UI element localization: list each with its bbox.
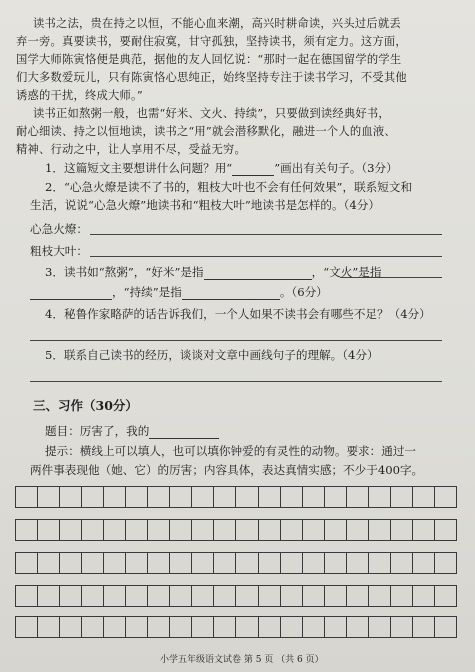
grid-cell[interactable] — [413, 519, 435, 541]
grid-cell[interactable] — [126, 552, 148, 574]
grid-cell[interactable] — [391, 552, 413, 574]
grid-cell[interactable] — [413, 616, 435, 638]
grid-cell[interactable] — [60, 486, 82, 508]
grid-cell[interactable] — [15, 552, 38, 574]
grid-cell[interactable] — [391, 616, 413, 638]
answer-line-5[interactable] — [30, 381, 442, 382]
question-4: 4．秘鲁作家略萨的话告诉我们，一个人如果不读书会有哪些不足？（4分） — [45, 307, 431, 321]
question-3-text-c: ，“持续”是指 — [112, 285, 182, 299]
question-3-text-a: 3．读书如“熬粥”，“好米”是指 — [45, 265, 204, 279]
grid-cell[interactable] — [82, 616, 104, 638]
grid-cell[interactable] — [325, 552, 347, 574]
question-3-blank-b[interactable] — [340, 277, 442, 278]
grid-cell[interactable] — [60, 585, 82, 607]
composition-title — [45, 423, 219, 439]
grid-cell[interactable] — [214, 552, 236, 574]
grid-cell[interactable] — [325, 519, 347, 541]
grid-cell[interactable] — [82, 519, 104, 541]
grid-cell[interactable] — [435, 585, 457, 607]
grid-cell[interactable] — [214, 519, 236, 541]
passage-line-1: 读书之法，贵在持之以恒，不能心血来潮，高兴时耕命读，兴头过后就丢 — [33, 17, 401, 30]
question-3-text-d: 。（6分） — [279, 285, 328, 299]
grid-cell[interactable] — [148, 616, 170, 638]
grid-cell[interactable] — [82, 585, 104, 607]
passage-line-2: 弃一旁。真要读书，要耐住寂寞，甘守孤独，坚持读书，须有定力。这方面， — [16, 35, 407, 48]
grid-cell[interactable] — [259, 519, 281, 541]
grid-cell[interactable] — [170, 519, 192, 541]
answer-line-2b[interactable] — [90, 256, 442, 257]
answer-line-4[interactable] — [30, 340, 442, 341]
grid-cell[interactable] — [347, 486, 369, 508]
question-3-blank-c[interactable] — [30, 288, 112, 300]
passage-line-4: 们大多数爱玩儿，只有陈寅恪心思纯正，始终坚持专注于读书学习，不受其他 — [16, 71, 407, 84]
grid-cell[interactable] — [126, 585, 148, 607]
question-2-line-1: 2．“心急火燎是读不了书的，粗枝大叶也不会有任何效果”，联系短文和 — [45, 180, 413, 194]
grid-cell[interactable] — [347, 585, 369, 607]
grid-cell[interactable] — [192, 616, 214, 638]
question-1-blank[interactable] — [232, 164, 274, 176]
grid-cell[interactable] — [281, 552, 303, 574]
grid-cell[interactable] — [236, 486, 258, 508]
grid-cell[interactable] — [435, 486, 457, 508]
page-footer: 小学五年级语文试卷 第 5 页 （共 6 页） — [160, 655, 324, 665]
answer-line-2a[interactable] — [90, 234, 442, 235]
grid-cell[interactable] — [435, 552, 457, 574]
grid-cell[interactable] — [391, 486, 413, 508]
grid-cell[interactable] — [170, 486, 192, 508]
grid-cell[interactable] — [104, 585, 126, 607]
grid-cell[interactable] — [38, 616, 60, 638]
grid-cell[interactable] — [435, 616, 457, 638]
grid-cell[interactable] — [259, 486, 281, 508]
grid-cell[interactable] — [192, 552, 214, 574]
grid-cell[interactable] — [391, 519, 413, 541]
grid-cell[interactable] — [104, 616, 126, 638]
question-1 — [45, 160, 398, 176]
grid-cell[interactable] — [15, 486, 38, 508]
grid-cell[interactable] — [148, 585, 170, 607]
grid-cell[interactable] — [15, 616, 38, 638]
composition-title-blank[interactable] — [149, 427, 219, 439]
grid-cell[interactable] — [325, 616, 347, 638]
question-3-line-1 — [45, 264, 381, 280]
grid-cell[interactable] — [170, 616, 192, 638]
grid-cell[interactable] — [391, 585, 413, 607]
grid-cell[interactable] — [303, 585, 325, 607]
composition-title-text: 题目：厉害了，我的 — [45, 424, 150, 438]
grid-cell[interactable] — [104, 486, 126, 508]
question-3-blank-a[interactable] — [204, 268, 312, 280]
grid-cell[interactable] — [192, 519, 214, 541]
grid-cell[interactable] — [281, 519, 303, 541]
grid-cell[interactable] — [82, 486, 104, 508]
grid-cell[interactable] — [104, 552, 126, 574]
grid-cell[interactable] — [38, 486, 60, 508]
passage-line-3: 国学大师陈寅恪便是典范，据他的友人回忆说：“那时一起在德国留学的学生 — [16, 53, 402, 66]
grid-cell[interactable] — [60, 616, 82, 638]
grid-cell[interactable] — [104, 519, 126, 541]
grid-cell[interactable] — [82, 552, 104, 574]
grid-cell[interactable] — [413, 486, 435, 508]
grid-cell[interactable] — [170, 552, 192, 574]
grid-cell[interactable] — [38, 519, 60, 541]
grid-cell[interactable] — [369, 585, 391, 607]
grid-cell[interactable] — [325, 585, 347, 607]
grid-cell[interactable] — [347, 616, 369, 638]
grid-cell[interactable] — [369, 486, 391, 508]
grid-cell[interactable] — [192, 585, 214, 607]
grid-cell[interactable] — [38, 552, 60, 574]
grid-cell[interactable] — [236, 616, 258, 638]
grid-cell[interactable] — [281, 616, 303, 638]
grid-cell[interactable] — [214, 616, 236, 638]
grid-cell[interactable] — [236, 519, 258, 541]
grid-cell[interactable] — [259, 552, 281, 574]
question-3-text-b: ，“文火”是指 — [311, 265, 382, 279]
grid-cell[interactable] — [413, 585, 435, 607]
grid-cell[interactable] — [148, 486, 170, 508]
writing-grid-row-4[interactable] — [15, 585, 457, 607]
grid-cell[interactable] — [126, 486, 148, 508]
grid-cell[interactable] — [303, 486, 325, 508]
grid-cell[interactable] — [60, 552, 82, 574]
passage-line-6: 读书正如熬粥一般，也需“好米、文火、持续”，只要做到读经典好书， — [33, 107, 390, 120]
grid-cell[interactable] — [259, 616, 281, 638]
grid-cell[interactable] — [192, 486, 214, 508]
grid-cell[interactable] — [126, 519, 148, 541]
question-2-label-a: 心急火燎： — [30, 222, 88, 236]
grid-cell[interactable] — [413, 552, 435, 574]
question-5: 5．联系自己读书的经历，谈谈对文章中画线句子的理解。（4分） — [45, 348, 379, 362]
question-2-label-b: 粗枝大叶： — [30, 244, 88, 258]
composition-hint-line-1: 提示：横线上可以填人，也可以填你钟爱的有灵性的动物。要求：通过一 — [45, 444, 417, 458]
grid-cell[interactable] — [170, 585, 192, 607]
grid-cell[interactable] — [369, 519, 391, 541]
grid-cell[interactable] — [435, 519, 457, 541]
grid-cell[interactable] — [126, 616, 148, 638]
grid-cell[interactable] — [15, 585, 38, 607]
grid-cell[interactable] — [369, 552, 391, 574]
question-2-line-2: 生活，说说“心急火燎”地读书和“粗枝大叶”地读书是怎样的。（4分） — [30, 198, 380, 212]
grid-cell[interactable] — [347, 519, 369, 541]
grid-cell[interactable] — [369, 616, 391, 638]
writing-grid-row-2[interactable] — [15, 519, 457, 541]
question-3-line-2 — [30, 284, 328, 300]
grid-cell[interactable] — [347, 552, 369, 574]
writing-grid-row-1[interactable] — [15, 486, 457, 508]
grid-cell[interactable] — [214, 486, 236, 508]
grid-cell[interactable] — [148, 519, 170, 541]
grid-cell[interactable] — [303, 519, 325, 541]
grid-cell[interactable] — [236, 585, 258, 607]
grid-cell[interactable] — [303, 552, 325, 574]
writing-grid-row-5[interactable] — [15, 616, 457, 638]
grid-cell[interactable] — [259, 585, 281, 607]
grid-cell[interactable] — [281, 486, 303, 508]
question-1-text-end: ”画出有关句子。（3分） — [274, 161, 398, 175]
passage-line-7: 耐心细读、持之以恒地读，读书之“用”就会潜移默化，融进一个人的血液、 — [16, 125, 396, 138]
question-3-blank-d[interactable] — [182, 288, 280, 300]
grid-cell[interactable] — [15, 519, 38, 541]
grid-cell[interactable] — [60, 519, 82, 541]
passage-line-8: 精神、行动之中，让人享用不尽，受益无穷。 — [16, 143, 246, 156]
section-heading: 三、习作（30分） — [33, 398, 138, 413]
grid-cell[interactable] — [325, 486, 347, 508]
grid-cell[interactable] — [214, 585, 236, 607]
grid-cell[interactable] — [281, 585, 303, 607]
question-1-text: 1．这篇短文主要想讲什么问题？用“ — [45, 161, 233, 175]
writing-grid-row-3[interactable] — [15, 552, 457, 574]
grid-cell[interactable] — [236, 552, 258, 574]
passage-line-5: 诱惑的干扰，终成大师。” — [16, 89, 143, 102]
grid-cell[interactable] — [148, 552, 170, 574]
grid-cell[interactable] — [303, 616, 325, 638]
composition-hint-line-2: 两件事表现他（她、它）的厉害；内容具体，表达真情实感；不少于400字。 — [30, 463, 424, 477]
grid-cell[interactable] — [38, 585, 60, 607]
